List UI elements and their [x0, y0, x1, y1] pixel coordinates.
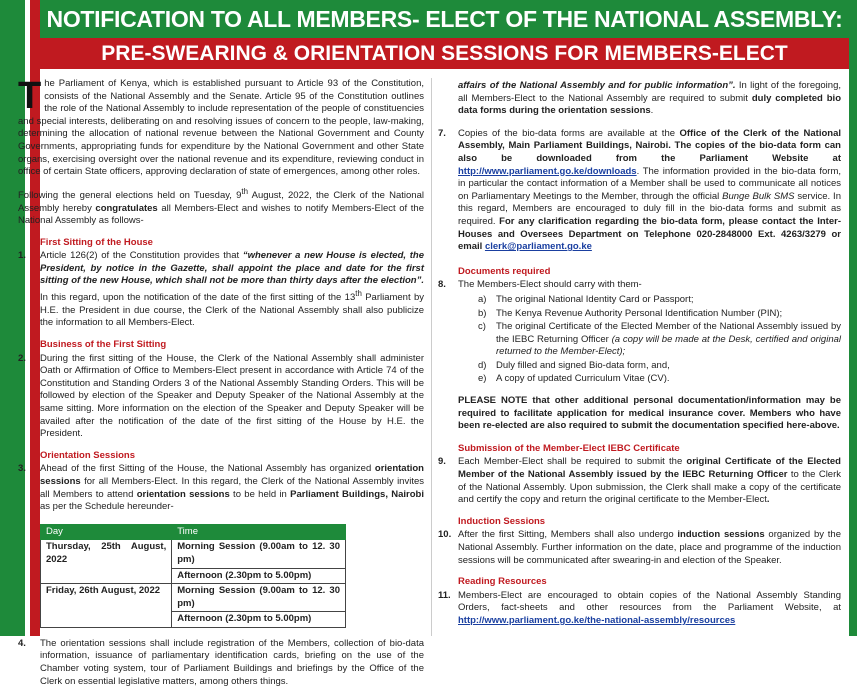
list-item: e) A copy of updated Curriculum Vitae (CV).: [478, 373, 670, 385]
table-row: Friday, 26th August, 2022 Morning Session (9.00am to 12. 30 pm): [41, 584, 346, 612]
section-7: 7. Copies of the bio-data forms are available at the Office of the Clerk of the National Assembly, Main Parliament Buildings, Nairobi. The copies of the bio-data form can also be downloaded from the Parliament Website at http://www.parliament.go.ke/downloads. The information provided in the bio-data form, in particular the contact information of a Member shall be used to communicate all notices on Parliamentary Meetings to the Member, through the official Bunge Bulk SMS service. In this regard, Members are encouraged to duly fill in the bio-data forms and submit as required. For any clarification regarding the bio-data form, please contact the Inter-Houses and Oversees Department on Telephone 020-2848000 Ext. 4263/3279 or email clerk@parliament.go.ke: [438, 127, 841, 253]
section-4: 4. The orientation sessions shall include registration of the Members, collection of bio-data information, issuance of parliamentary identification cards, briefing on the use of the Chamber voting system, tour of Parliament Buildings and briefings by the Office of the Clerk on essential legislative matters, among others things.: [18, 637, 424, 687]
section-heading-reading: Reading Resources: [458, 576, 547, 588]
left-column: [18, 75, 424, 693]
section-heading-induction: Induction Sessions: [458, 515, 546, 527]
section-2: 2. During the first sitting of the House, the Clerk of the National Assembly shall administer Oath or Affirmation of Office to Members-Elect present in accordance with Article 74 of the Constitution and Standing Orders 3 of the National Assembly Standing Orders. This will be followed by election of the Speaker and Deputy Speaker of the National Assembly at the same sitting. More information on the election of the Speaker and Deputy Speaker will be availed after the notification of the date of the first sitting of the House by H.E. the President.: [18, 352, 424, 440]
section-heading-documents: Documents required: [458, 265, 551, 277]
intro-paragraph: The Parliament of Kenya, which is established pursuant to Article 93 of the Constitution, consists of the National Assembly and the Senate. Article 95 of the Constitution outlines the role of the National Assembly to include representation of the people of constituencies and special interests, deliberating on and resolving issues of concern to the people, law-making, determining the allocation of national revenue between the National Government and County Governments, appropriating funds for expenditure by the National Government and other State organs, exercising oversight over the national revenue and its expenditure, reviewing conduct in office of certain State officers, approving declaration of state of emergences, among other roles.: [18, 75, 424, 178]
section-3: 3. Ahead of the first Sitting of the House, the National Assembly has organized orientation sessions for all Members-Elect. In this regard, the Clerk of the National Assembly invites all Members to attend orientation sessions to be held in Parliament Buildings, Nairobi as per the Schedule hereunder-: [18, 463, 424, 513]
section-heading-certificate: Submission of the Member-Elect IEBC Certificate: [458, 442, 680, 454]
section-10: 10. After the first Sitting, Members shall also undergo induction sessions organized by the National Assembly. Further information on the date, place and programme of the induction sessions will be communicated after swearing-in and election of the Speaker.: [438, 529, 841, 566]
section-6-continued: affairs of the National Assembly and for public information”. In light of the foregoing, all Members-Elect to the National Assembly are required to submit duly completed bio data forms during the orientation sessions.: [458, 80, 841, 117]
please-note: PLEASE NOTE that other additional personal documentation/information may be required to facilitate application for medical insurance cover. Members who have been re-elected are also required to submit the documentation specified here-above.: [458, 395, 841, 432]
right-column: [438, 80, 841, 633]
section-11: 11. Members-Elect are encouraged to obtain copies of the National Assembly Standing Orders, fact-sheets and other resources from the Parliament Website, at http://www.parliament.go.ke/the-national-assembly/resources: [438, 589, 841, 626]
column-divider: [431, 78, 432, 636]
notice-subtitle: PRE-SWEARING & ORIENTATION SESSIONS FOR MEMBERS-ELECT: [40, 38, 849, 69]
notice-title: NOTIFICATION TO ALL MEMBERS- ELECT OF THE NATIONAL ASSEMBLY:: [40, 0, 849, 38]
section-8: 8. The Members-Elect should carry with them-: [438, 279, 642, 291]
downloads-link[interactable]: http://www.parliament.go.ke/downloads: [458, 165, 637, 177]
section-1: 1. Article 126(2) of the Constitution provides that “whenever a new House is elected, the President, by notice in the Gazette, shall appoint the place and date for the first sitting of the new House, which shall not be more than thirty days after the election”. In this regard, upon the notification of the date of the first sitting of the 13th Parliament by H.E. the President in due course, the Clerk of the National Assembly shall also publicize the information to all Members-Elect.: [18, 250, 424, 329]
list-item: c) The original Certificate of the Elected Member of the National Assembly issued by the IEBC Returning Officer (a copy will be made at the Desk, certified and original returned to the Member-Elect);: [478, 321, 841, 358]
section-heading-orientation: Orientation Sessions: [40, 449, 136, 461]
table-row: Afternoon (2.30pm to 5.00pm): [41, 568, 346, 584]
list-item: a) The original National Identity Card or Passport;: [478, 293, 694, 305]
section-9: 9. Each Member-Elect shall be required to submit the original Certificate of the Elected Member of the National Assembly issued by the IEBC Returning Officer to the Clerk of the National Assembly. Upon submission, the Clerk shall make a copy of the certificate and certify the copy and return the original certificate to the Member-Elect.: [438, 456, 842, 506]
table-header-time: Time: [172, 524, 346, 540]
congratulations-paragraph: Following the general elections held on Tuesday, 9th August, 2022, the Clerk of the National Assembly hereby congratulates all Members-Elect and wishes to notify Members-Elect of the National Assembly as follows-: [18, 186, 424, 227]
list-item: b) The Kenya Revenue Authority Personal Identification Number (PIN);: [478, 307, 783, 319]
section-heading-first-sitting: First Sitting of the House: [40, 236, 153, 248]
clerk-email-link[interactable]: clerk@parliament.go.ke: [484, 241, 592, 253]
table-header-day: Day: [41, 524, 172, 540]
right-stripe-green: [849, 0, 857, 636]
resources-link[interactable]: http://www.parliament.go.ke/the-national-assembly/resources: [458, 614, 736, 626]
list-item: d) Duly filled and signed Bio-data form, and,: [478, 359, 670, 371]
table-row: Thursday, 25th August, 2022 Morning Session (9.00am to 12. 30 pm): [41, 540, 346, 568]
table-row: Afternoon (2.30pm to 5.00pm): [41, 612, 346, 628]
orientation-schedule-table: [40, 524, 346, 628]
section-heading-business: Business of the First Sitting: [40, 339, 167, 350]
drop-cap: T: [18, 75, 42, 117]
